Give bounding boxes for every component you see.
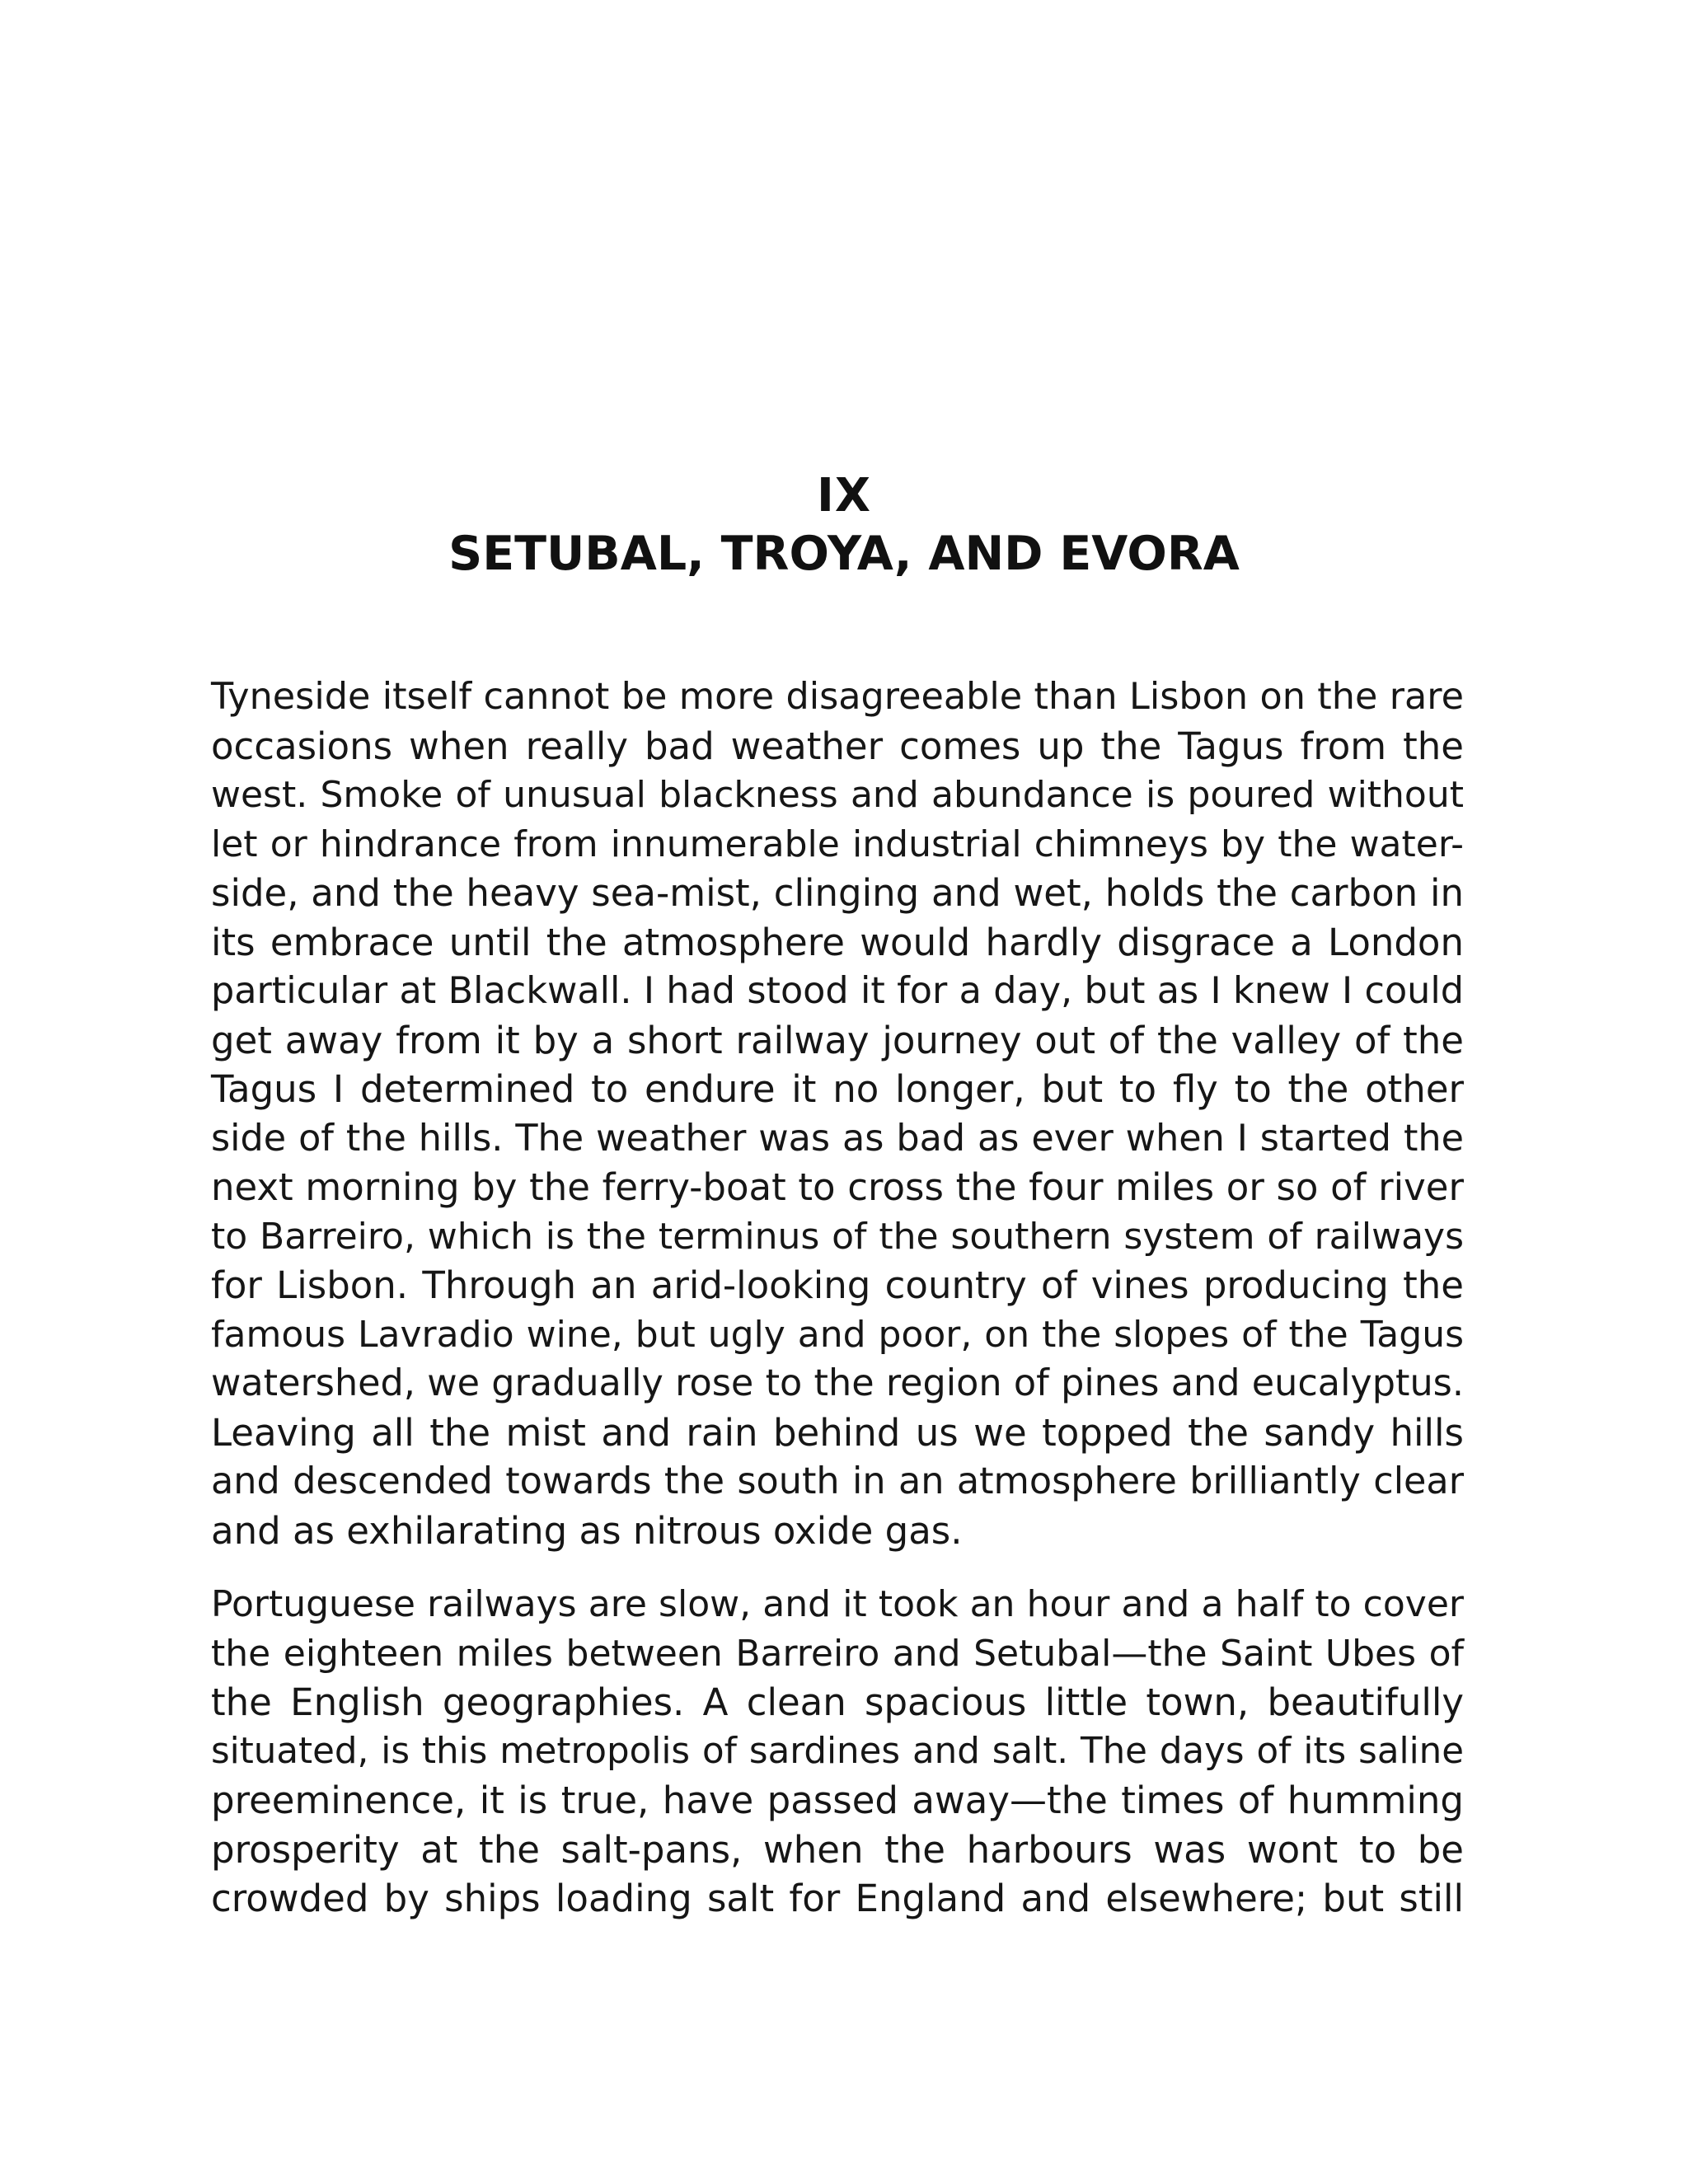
- text-line: watershed, we gradually rose to the region of pines and eucalyptus.: [211, 1362, 1464, 1404]
- text-line: crowded by ships loading salt for England and elsewhere; but still: [211, 1877, 1464, 1920]
- chapter-number: IX: [816, 469, 871, 523]
- text-line: to Barreiro, which is the terminus of the southern system of railways: [211, 1215, 1464, 1258]
- text-line: Portuguese railways are slow, and it took an hour and a half to cover: [211, 1583, 1464, 1625]
- text-line: and as exhilarating as nitrous oxide gas.: [211, 1508, 963, 1553]
- text-line: let or hindrance from innumerable industrial chimneys by the water-: [211, 823, 1464, 865]
- text-line: next morning by the ferry-boat to cross the four miles or so of river: [211, 1165, 1464, 1209]
- paragraph-2: [211, 1580, 1464, 1924]
- chapter-title: SETUBAL, TROYA, AND EVORA: [448, 527, 1240, 581]
- text-line: its embrace until the atmosphere would hardly disgrace a London: [211, 920, 1464, 964]
- chapter-heading: [0, 468, 1688, 583]
- text-line: particular at Blackwall. I had stood it for a day, but as I knew I could: [211, 970, 1464, 1012]
- text-line: prosperity at the salt-pans, when the harbours was wont to be: [211, 1827, 1464, 1872]
- text-line: preeminence, it is true, have passed away—the times of humming: [211, 1779, 1464, 1822]
- text-line: and descended towards the south in an atmosphere brilliantly clear: [211, 1460, 1464, 1502]
- text-line: side, and the heavy sea-mist, clinging and wet, holds the carbon in: [211, 871, 1464, 915]
- text-line: for Lisbon. Through an arid-looking country of vines producing the: [211, 1263, 1464, 1307]
- text-line: the eighteen miles between Barreiro and Setubal—the Saint Ubes of: [211, 1632, 1464, 1675]
- text-line: situated, is this metropolis of sardines and salt. The days of its saline: [211, 1730, 1464, 1772]
- text-line: the English geographies. A clean spacious little town, beautifully: [211, 1680, 1464, 1724]
- text-line: Tyneside itself cannot be more disagreeable than Lisbon on the rare: [211, 676, 1464, 718]
- text-line: side of the hills. The weather was as bad as ever when I started the: [211, 1117, 1464, 1160]
- body-text: [211, 673, 1464, 1948]
- text-line: west. Smoke of unusual blackness and abundance is poured without: [211, 774, 1464, 816]
- text-line: famous Lavradio wine, but ugly and poor, on the slopes of the Tagus: [211, 1313, 1464, 1356]
- paragraph-1: [211, 673, 1464, 1555]
- text-line: get away from it by a short railway journey out of the valley of the: [211, 1018, 1464, 1062]
- text-line: Leaving all the mist and rain behind us we topped the sandy hills: [211, 1410, 1464, 1455]
- text-line: Tagus I determined to endure it no longer, but to fly to the other: [211, 1067, 1464, 1111]
- text-line: occasions when really bad weather comes up the Tagus from the: [211, 724, 1464, 768]
